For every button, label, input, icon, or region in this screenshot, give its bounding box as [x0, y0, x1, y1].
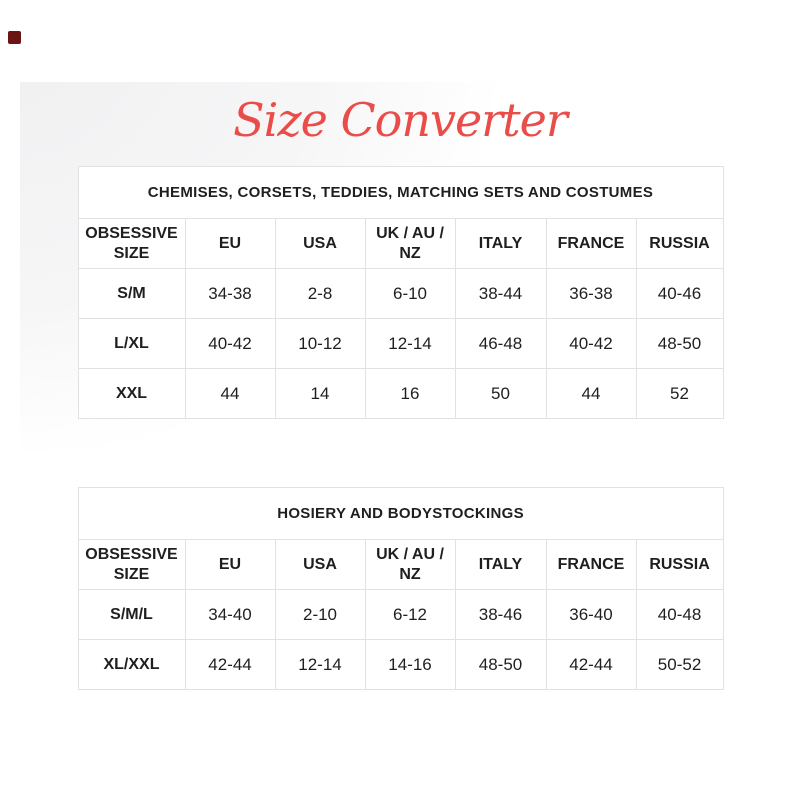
- column-header-cell: USA: [275, 540, 365, 590]
- size-value-cell: 52: [636, 369, 723, 419]
- column-header-cell: RUSSIA: [636, 540, 723, 590]
- corner-brand-mark: [8, 31, 21, 44]
- column-header-cell: OBSESSIVE SIZE: [78, 540, 185, 590]
- size-value-cell: 40-42: [185, 319, 275, 369]
- size-value-cell: 34-38: [185, 269, 275, 319]
- table-row: [78, 640, 723, 690]
- size-value-cell: 46-48: [455, 319, 546, 369]
- column-header-cell: ITALY: [455, 540, 546, 590]
- size-label-cell: S/M: [78, 269, 185, 319]
- table-row: [78, 590, 723, 640]
- column-header-cell: OBSESSIVE SIZE: [78, 219, 185, 269]
- size-value-cell: 36-38: [546, 269, 636, 319]
- size-value-cell: 6-10: [365, 269, 455, 319]
- size-table: [78, 166, 724, 419]
- size-value-cell: 6-12: [365, 590, 455, 640]
- size-label-cell: L/XL: [78, 319, 185, 369]
- table-row: [78, 319, 723, 369]
- size-value-cell: 40-48: [636, 590, 723, 640]
- size-value-cell: 50: [455, 369, 546, 419]
- size-value-cell: 50-52: [636, 640, 723, 690]
- size-value-cell: 40-42: [546, 319, 636, 369]
- size-table-chemises-corsets: [78, 166, 723, 419]
- size-value-cell: 36-40: [546, 590, 636, 640]
- column-header-row: [78, 540, 723, 590]
- size-value-cell: 48-50: [455, 640, 546, 690]
- column-header-cell: FRANCE: [546, 540, 636, 590]
- size-label-cell: S/M/L: [78, 590, 185, 640]
- size-value-cell: 14: [275, 369, 365, 419]
- size-value-cell: 16: [365, 369, 455, 419]
- size-value-cell: 34-40: [185, 590, 275, 640]
- column-header-cell: FRANCE: [546, 219, 636, 269]
- column-header-cell: EU: [185, 540, 275, 590]
- column-header-cell: ITALY: [455, 219, 546, 269]
- size-value-cell: 12-14: [365, 319, 455, 369]
- column-header-cell: UK / AU / NZ: [365, 219, 455, 269]
- size-value-cell: 40-46: [636, 269, 723, 319]
- table-title: HOSIERY AND BODYSTOCKINGS: [78, 488, 723, 540]
- column-header-cell: RUSSIA: [636, 219, 723, 269]
- size-value-cell: 12-14: [275, 640, 365, 690]
- size-value-cell: 44: [185, 369, 275, 419]
- table-title: CHEMISES, CORSETS, TEDDIES, MATCHING SETS AND COSTUMES: [78, 167, 723, 219]
- column-header-cell: EU: [185, 219, 275, 269]
- table-title-row: [78, 167, 723, 219]
- column-header-cell: UK / AU / NZ: [365, 540, 455, 590]
- page-title: Size Converter: [233, 93, 567, 147]
- size-value-cell: 14-16: [365, 640, 455, 690]
- size-table-hosiery-bodystockings: [78, 487, 723, 690]
- table-title-row: [78, 488, 723, 540]
- size-label-cell: XXL: [78, 369, 185, 419]
- size-label-cell: XL/XXL: [78, 640, 185, 690]
- size-value-cell: 48-50: [636, 319, 723, 369]
- size-value-cell: 42-44: [185, 640, 275, 690]
- table-row: [78, 369, 723, 419]
- size-value-cell: 38-44: [455, 269, 546, 319]
- size-value-cell: 38-46: [455, 590, 546, 640]
- size-value-cell: 44: [546, 369, 636, 419]
- column-header-cell: USA: [275, 219, 365, 269]
- size-value-cell: 42-44: [546, 640, 636, 690]
- size-value-cell: 2-10: [275, 590, 365, 640]
- column-header-row: [78, 219, 723, 269]
- size-value-cell: 2-8: [275, 269, 365, 319]
- size-value-cell: 10-12: [275, 319, 365, 369]
- size-table: [78, 487, 724, 690]
- table-row: [78, 269, 723, 319]
- content-panel: [20, 82, 780, 795]
